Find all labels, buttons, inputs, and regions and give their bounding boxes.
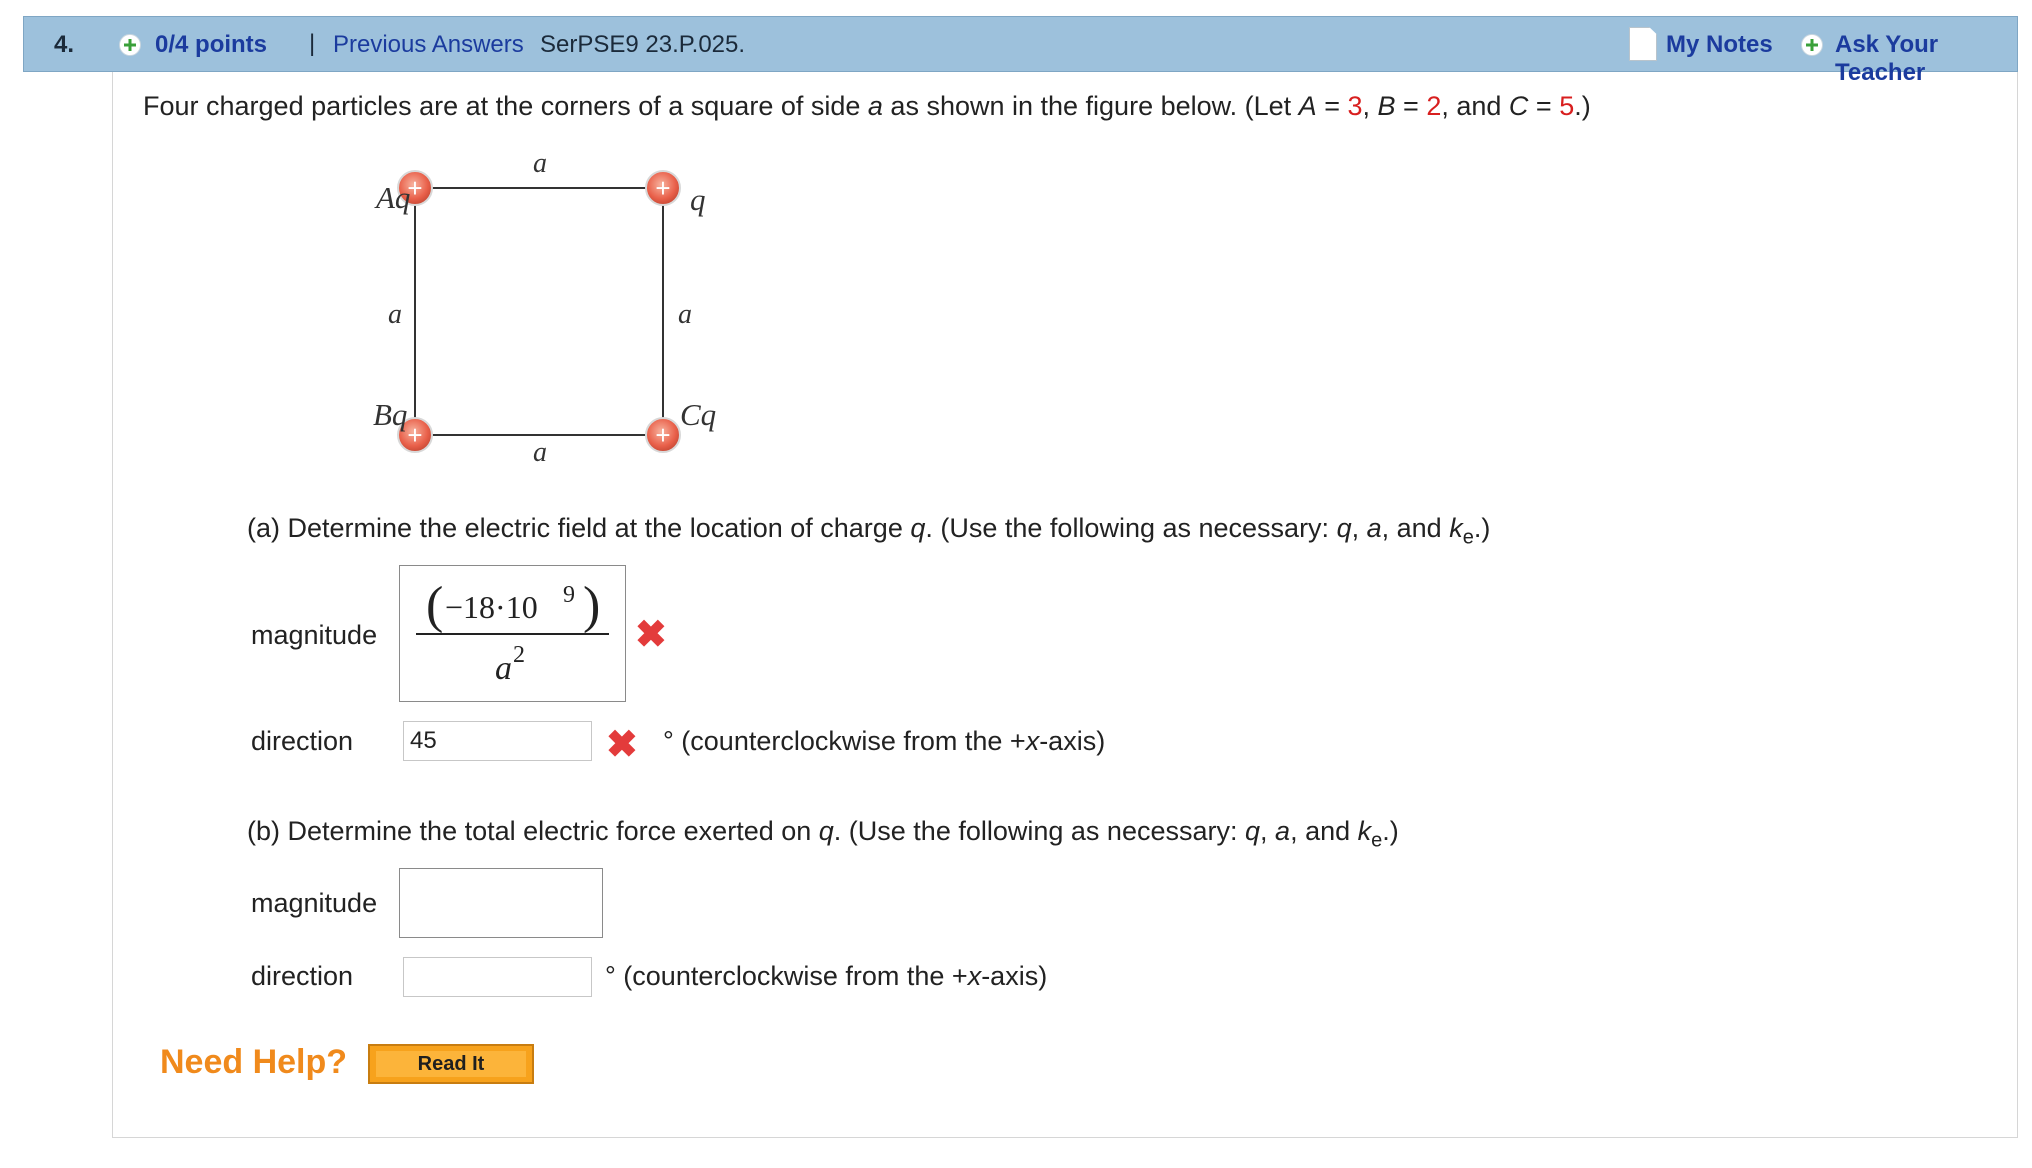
eq-sign: =	[1528, 91, 1560, 121]
numerator-value: −18·10	[445, 589, 538, 625]
my-notes-link[interactable]: My Notes	[1666, 31, 1773, 58]
part-a-direction-label: direction	[251, 726, 354, 756]
var-q: q	[1336, 513, 1352, 543]
problem-id: SerPSE9 23.P.025.	[540, 31, 746, 58]
sep: , and	[1290, 816, 1358, 846]
part-b-direction-label: direction	[251, 961, 354, 991]
part-b-degree-suffix	[605, 961, 1047, 992]
denominator-exponent: 2	[513, 642, 525, 668]
charge-label-Aq: Aq	[376, 180, 411, 215]
paren-close: )	[583, 577, 601, 634]
eq-sign: =	[1395, 91, 1427, 121]
part-b-magnitude-label: magnitude	[251, 888, 378, 918]
var-B: B	[1377, 91, 1396, 121]
var-q: q	[1244, 816, 1261, 846]
charge-label-Bq: Bq	[373, 397, 408, 432]
degree-text: ° (counterclockwise from the +	[663, 726, 1026, 756]
header-separator: |	[309, 30, 316, 57]
sep: ,	[1351, 513, 1367, 543]
intro-end: .)	[1574, 91, 1591, 121]
side-label-bottom: a	[533, 437, 547, 468]
var-k: k	[1449, 513, 1463, 543]
part-a-end: .)	[1473, 513, 1491, 543]
value-B: 2	[1426, 91, 1442, 121]
var-k-sub: e	[1462, 526, 1474, 549]
part-a-prompt	[247, 513, 1490, 549]
part-a-magnitude-label: magnitude	[251, 620, 378, 650]
part-a-text-mid: . (Use the following as necessary:	[925, 513, 1337, 543]
part-a-direction-input[interactable]	[403, 721, 592, 761]
read-it-label: Read It	[376, 1051, 526, 1077]
ask-teacher-plus-icon[interactable]	[1801, 34, 1823, 56]
var-x: x	[967, 961, 982, 991]
var-q: q	[818, 816, 834, 846]
part-a-degree-suffix	[663, 726, 1105, 757]
square-outline	[415, 188, 663, 435]
part-b-text-mid: . (Use the following as necessary:	[833, 816, 1245, 846]
part-b-text: (b) Determine the total electric force exerted on	[247, 816, 819, 846]
side-label-top: a	[533, 148, 547, 179]
part-b-end: .)	[1382, 816, 1399, 846]
charge-top-right	[646, 171, 680, 205]
part-b-magnitude-input[interactable]	[399, 868, 603, 938]
degree-text: ° (counterclockwise from the +	[605, 961, 968, 991]
question-number: 4.	[54, 31, 75, 58]
charge-bottom-right	[646, 418, 680, 452]
problem-statement	[143, 91, 1591, 122]
read-it-button[interactable]	[368, 1044, 534, 1084]
incorrect-icon: ✖	[635, 614, 667, 656]
denominator-var: a	[495, 650, 512, 687]
previous-answers-link[interactable]: Previous Answers	[333, 31, 524, 58]
points-link[interactable]: 0/4 points	[155, 31, 268, 58]
svg-text:+: +	[655, 420, 671, 450]
charge-label-q: q	[690, 182, 706, 217]
var-k: k	[1357, 816, 1372, 846]
var-C: C	[1508, 91, 1529, 121]
comma: ,	[1362, 91, 1378, 121]
var-k-sub: e	[1371, 829, 1383, 852]
intro-text: Four charged particles are at the corners of a square of side	[143, 91, 868, 121]
ask-your-teacher-link[interactable]: Ask Your Teacher	[1835, 31, 1939, 86]
degree-end: -axis)	[981, 961, 1048, 991]
value-A: 3	[1347, 91, 1363, 121]
expand-plus-icon[interactable]	[119, 34, 141, 56]
var-A: A	[1298, 91, 1317, 121]
part-b-prompt	[247, 816, 1399, 852]
degree-end: -axis)	[1039, 726, 1106, 756]
magnitude-fraction	[400, 566, 627, 703]
var-a: a	[1366, 513, 1382, 543]
part-a-magnitude-answer[interactable]	[399, 565, 626, 702]
intro-var-a: a	[867, 91, 883, 121]
numerator-exponent: 9	[563, 582, 575, 608]
side-label-left: a	[388, 299, 402, 330]
var-q: q	[910, 513, 926, 543]
need-help-label: Need Help?	[160, 1043, 348, 1081]
notes-page-icon[interactable]	[1629, 27, 1657, 61]
paren-open: (	[426, 577, 444, 634]
part-a-text: (a) Determine the electric field at the location of charge	[247, 513, 911, 543]
side-label-right: a	[678, 299, 692, 330]
var-x: x	[1025, 726, 1040, 756]
charge-label-Cq: Cq	[680, 397, 717, 432]
value-C: 5	[1559, 91, 1575, 121]
sep: ,	[1260, 816, 1276, 846]
svg-text:+: +	[407, 173, 423, 203]
square-charges-figure	[330, 140, 750, 480]
var-a: a	[1275, 816, 1291, 846]
and-text: , and	[1441, 91, 1509, 121]
intro-text-mid: as shown in the figure below. (Let	[882, 91, 1299, 121]
eq-sign: =	[1316, 91, 1348, 121]
part-b-direction-input[interactable]	[403, 957, 592, 997]
svg-text:+: +	[655, 173, 671, 203]
incorrect-icon: ✖	[606, 724, 638, 766]
svg-text:+: +	[407, 420, 423, 450]
sep: , and	[1381, 513, 1450, 543]
question-header	[23, 16, 2018, 86]
